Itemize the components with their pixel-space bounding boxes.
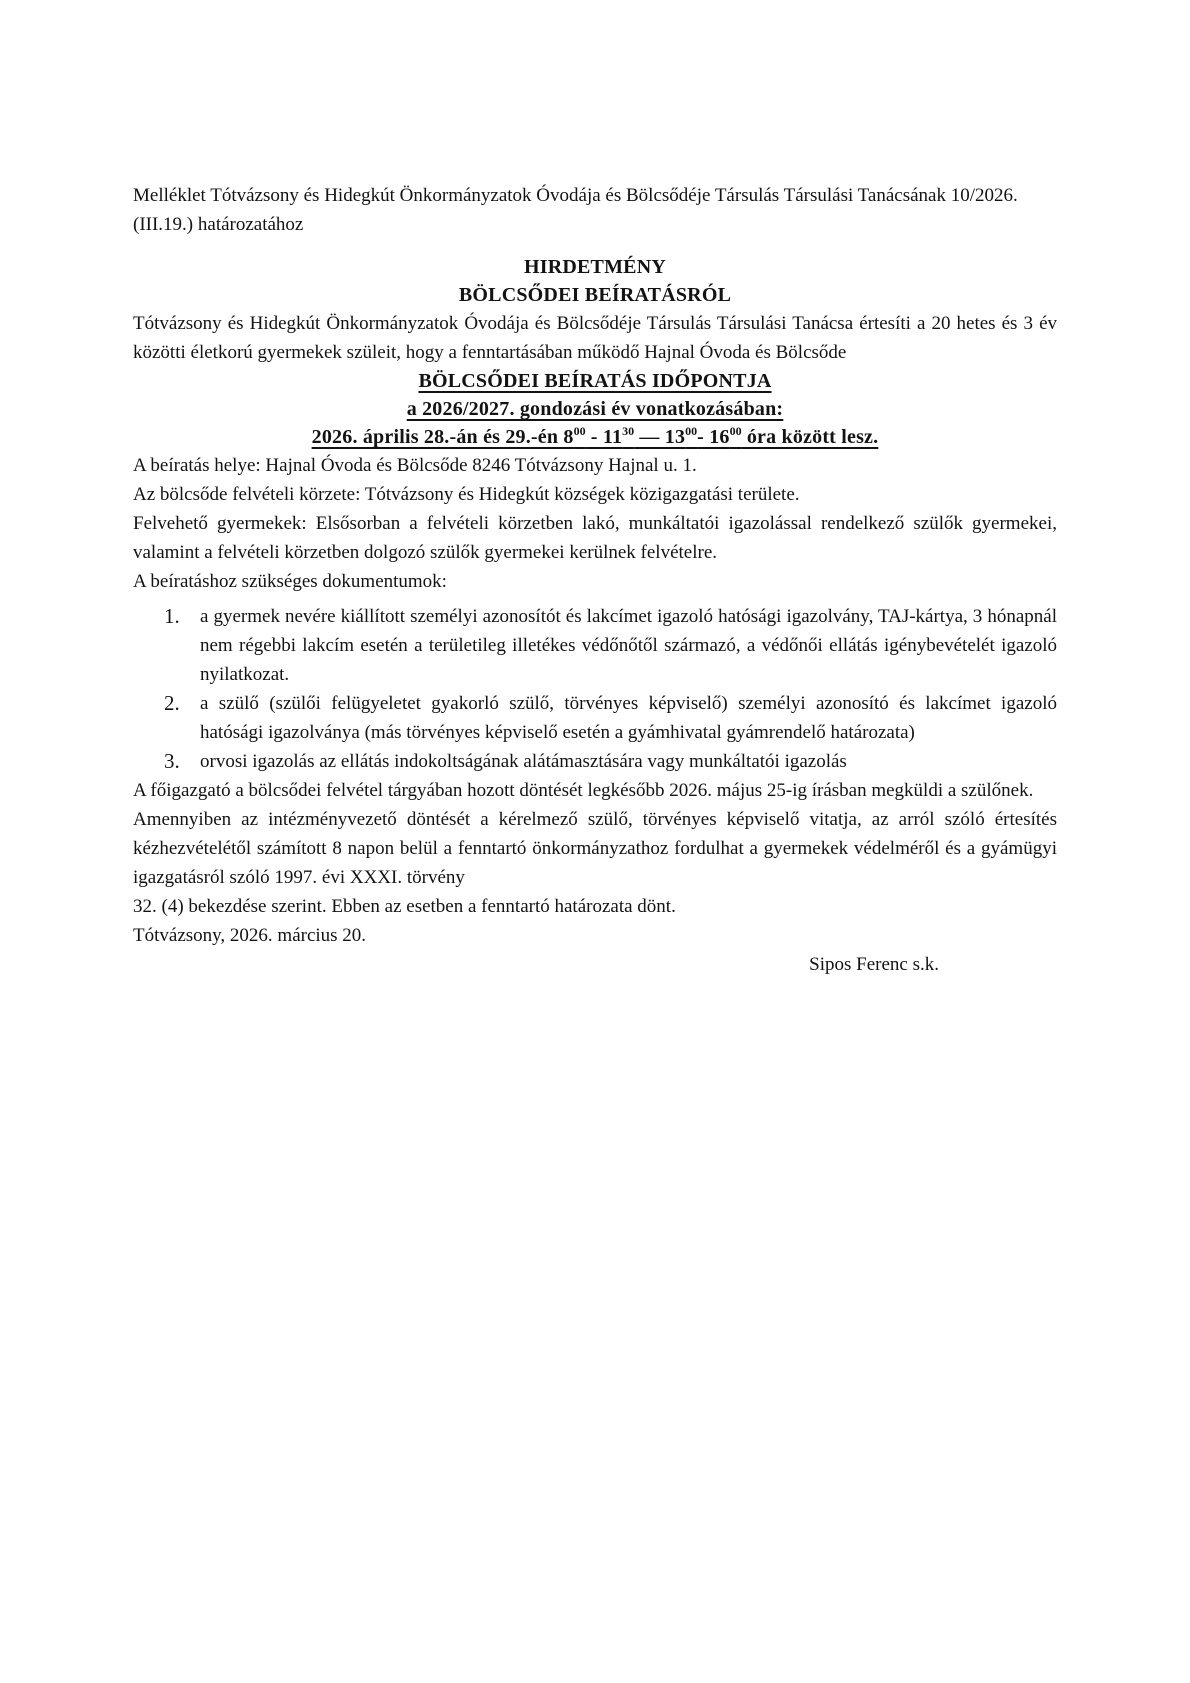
list-item-text: a szülő (szülői felügyeletet gyakorló szülő, törvényes képviselő) személyi azonosító és lakcímet igazoló hatósági igazolványa (más törvényes képviselő esetén a gyámhivatal gyámrendelő határozata) [200, 693, 1057, 743]
schedule-superscript-1: 00 [573, 424, 586, 438]
schedule-part-2: - 11 [585, 426, 623, 448]
section-heading-text: BÖLCSŐDEI BEÍRATÁS IDŐPONTJA [418, 370, 772, 392]
schedule-superscript-3: 00 [685, 424, 698, 438]
title-line-1: HIRDETMÉNY [523, 256, 666, 278]
appeal-notice-continuation: 32. (4) bekezdése szerint. Ebben az esetben a fenntartó határozata dönt. [133, 896, 676, 917]
list-item-number: 1. [164, 604, 180, 628]
documents-heading: A beíratáshoz szükséges dokumentumok: [133, 571, 447, 592]
care-year-heading [133, 395, 1057, 423]
decision-notice-paragraph: A főigazgató a bölcsődei felvétel tárgyában hozott döntését legkésőbb 2026. május 25-ig írásban megküldi a szülőnek. [133, 780, 1034, 801]
schedule-part-5: óra között lesz. [741, 426, 879, 448]
enrollment-location: A beíratás helye: Hajnal Óvoda és Bölcsőde 8246 Tótvázsony Hajnal u. 1. [133, 455, 697, 476]
intro-paragraph: Tótvázsony és Hidegkút Önkormányzatok Óvodája és Bölcsődéje Társulás Társulási Tanácsa értesíti a 20 hetes és 3 év közötti életkorú gyermekek szüleit, hogy a fenntartásában működő Hajnal Óvoda és Bölcsőde [133, 313, 1057, 363]
list-item [133, 747, 1057, 776]
admission-district: Az bölcsőde felvételi körzete: Tótvázsony és Hidegkút községek közigazgatási területe. [133, 484, 800, 505]
list-item-text: orvosi igazolás az ellátás indokoltságának alátámasztására vagy munkáltatói igazolás [200, 751, 847, 772]
care-year-heading-text: a 2026/2027. gondozási év vonatkozásában: [406, 398, 784, 420]
date-and-place: Tótvázsony, 2026. március 20. [133, 925, 367, 946]
list-item-number: 2. [164, 691, 180, 715]
list-item-text: a gyermek nevére kiállított személyi azonosítót és lakcímet igazoló hatósági igazolvány, TAJ-kártya, 3 hónapnál nem régebbi lakcím esetén a területileg illetékes védőnőtől származó, a védőnői ellátás igénybevételét igazoló nyilatkozat. [200, 606, 1057, 685]
schedule-part-3: — 13 [634, 426, 686, 448]
list-item [133, 689, 1057, 747]
schedule-heading [133, 423, 1057, 451]
schedule-part-4: - 16 [697, 426, 730, 448]
list-item [133, 602, 1057, 689]
schedule-part-1: 2026. április 28.-án és 29.-én 8 [311, 426, 574, 448]
schedule-superscript-4: 00 [729, 424, 742, 438]
signature: Sipos Ferenc s.k. [809, 954, 939, 975]
schedule-superscript-2: 30 [622, 424, 635, 438]
eligibility-paragraph: Felvehető gyermekek: Elsősorban a felvételi körzetben lakó, munkáltatói igazolással rendelkező szülők gyermekei, valamint a felvételi körzetben dolgozó szülők gyermekei kerülnek felvételre. [133, 513, 1057, 563]
title-line-2: BÖLCSŐDEI BEÍRATÁSRÓL [458, 284, 732, 306]
document-title [133, 253, 1057, 309]
required-documents-list [133, 602, 1057, 776]
schedule-heading-text [312, 426, 879, 448]
list-item-number: 3. [164, 749, 180, 773]
annex-note: Melléklet Tótvázsony és Hidegkút Önkormányzatok Óvodája és Bölcsődéje Társulás Társulási Tanácsának 10/2026. (III.19.) határozatához [133, 185, 1018, 235]
appeal-notice-paragraph: Amennyiben az intézményvezető döntését a kérelmező szülő, törvényes képviselő vitatja, az arról szóló értesítés kézhezvételétől számított 8 napon belül a fenntartó önkormányzathoz fordulhat a gyermekek védelméről és a gyámügyi igazgatásról szóló 1997. évi XXXI. törvény [133, 809, 1057, 888]
section-heading [133, 367, 1057, 395]
